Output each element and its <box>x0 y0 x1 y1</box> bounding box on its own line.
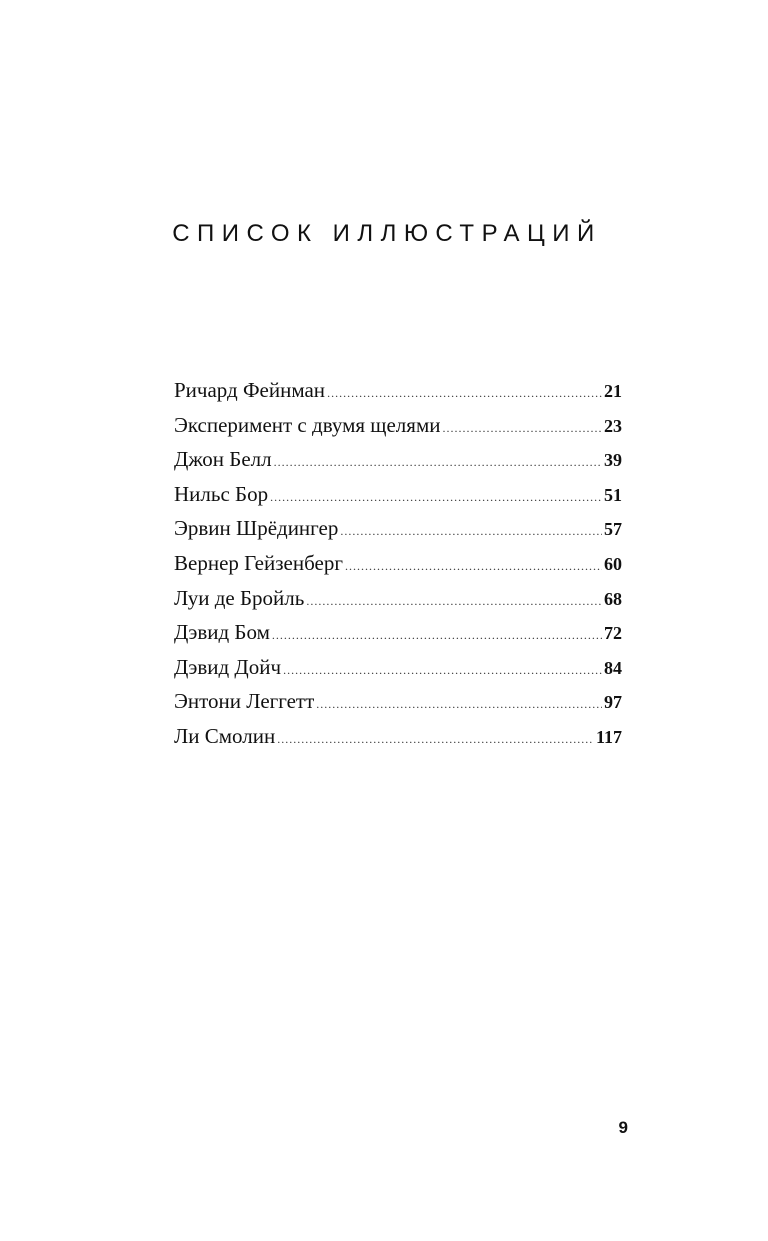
dot-leader <box>442 421 602 436</box>
toc-entry-label: Дэвид Бом <box>174 620 270 645</box>
toc-entry-page: 68 <box>604 588 622 609</box>
toc-entry-label: Энтони Леггетт <box>174 689 315 714</box>
dot-leader <box>306 594 602 609</box>
toc-entry-label: Нильс Бор <box>174 481 269 506</box>
toc-entry-page: 60 <box>604 553 622 574</box>
toc-entry <box>174 724 622 759</box>
toc-entry-label: Джон Белл <box>174 447 272 472</box>
dot-leader <box>316 697 602 712</box>
toc-entry-label: Дэвид Дойч <box>174 654 282 679</box>
dot-leader <box>270 490 602 505</box>
toc-entry <box>174 689 622 724</box>
dot-leader <box>283 663 602 678</box>
toc-entry-label: Ли Смолин <box>174 723 276 748</box>
toc-entry-label: Эксперимент с двумя щелями <box>174 412 441 437</box>
toc-entry-page: 84 <box>604 657 622 678</box>
illustrations-list <box>174 378 622 759</box>
toc-entry-page: 117 <box>595 726 622 747</box>
toc-entry-page: 23 <box>604 415 622 436</box>
toc-entry <box>174 378 622 413</box>
toc-entry <box>174 586 622 621</box>
dot-leader <box>345 559 602 574</box>
dot-leader <box>327 386 602 401</box>
toc-entry <box>174 413 622 448</box>
toc-entry-page: 97 <box>604 692 622 713</box>
dot-leader <box>277 732 594 747</box>
page-number: 9 <box>618 1118 628 1137</box>
page-title: СПИСОК ИЛЛЮСТРАЦИЙ <box>172 220 602 247</box>
dot-leader <box>272 628 602 643</box>
toc-entry-label: Эрвин Шрёдингер <box>174 516 339 541</box>
toc-entry <box>174 551 622 586</box>
toc-entry <box>174 516 622 551</box>
toc-entry-page: 39 <box>604 450 622 471</box>
toc-entry-page: 21 <box>604 381 622 401</box>
toc-entry <box>174 655 622 690</box>
toc-entry-label: Луи де Бройль <box>174 585 305 610</box>
toc-entry <box>174 447 622 482</box>
toc-entry <box>174 620 622 655</box>
dot-leader <box>340 524 602 539</box>
toc-entry-label: Ричард Фейнман <box>174 378 326 402</box>
toc-entry-page: 57 <box>604 519 622 540</box>
toc-entry <box>174 482 622 517</box>
toc-entry-label: Вернер Гейзенберг <box>174 550 343 575</box>
toc-entry-page: 51 <box>604 484 622 505</box>
toc-entry-page: 72 <box>604 623 622 644</box>
dot-leader <box>274 455 602 470</box>
